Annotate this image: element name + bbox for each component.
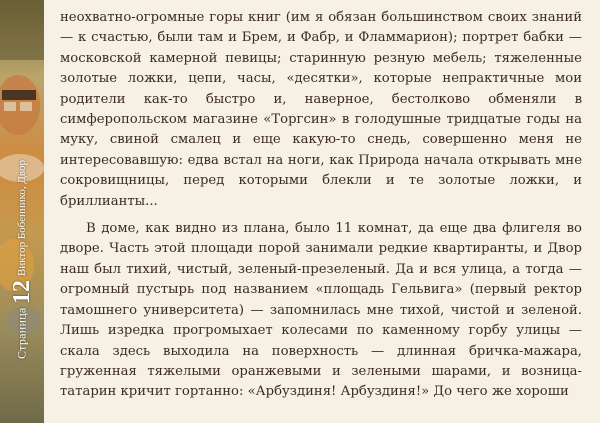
book-credit: Виктор Бобеннико, Двор: [16, 159, 28, 276]
side-photo-strip: [0, 0, 44, 423]
page-label: Страница: [14, 307, 29, 360]
page-number: 12: [9, 279, 35, 304]
paragraph: неохватно-огромные горы книг (им я обязан большинством своих знаний — к счастью, были там и Брем, и Фабр, и Фламмарион); портрет бабки — московской камерной певицы; старинную резную мебель; тяжеленные золотые ложки, цепи, часы, «десятки», которые непрактичные мои родители как-то быстро и, наверное, бестолково обменяли в симферопольском магазине «Торгсин» в голодушные тридцатые годы на муку, свиной смалец и еще какую-то снедь, совершенно меня не интересовавшую: едва встал на ноги, как Природа начала открывать мне сокровищницы, перед которыми блекли и те золотые ложки, и бриллианты...: [60, 10, 582, 209]
side-caption: [8, 0, 36, 423]
page-body: [60, 8, 582, 403]
paragraph: В доме, как видно из плана, было 11 комнат, да еще два флигеля во дворе. Часть этой площади порой занимали редкие квартиранты, и Двор наш был тихий, чистый, зеленый-презеленый. Да и вся улица, а тогда — огромный пустырь под названием «площадь Гельвига» (первый ректор тамошнего университета) — запомнилась мне тихой, чистой и зеленой. Лишь изредка прогромыхает колесами по каменному горбу улицы — скала здесь выходила на поверхность — длинная бричка-мажара, груженная тяжелыми оранжевыми и зелеными шарами, и возница-татарин кричит гортанно: «Арбуздиня! Арбуздиня!» До чего же хороши: [60, 221, 582, 400]
